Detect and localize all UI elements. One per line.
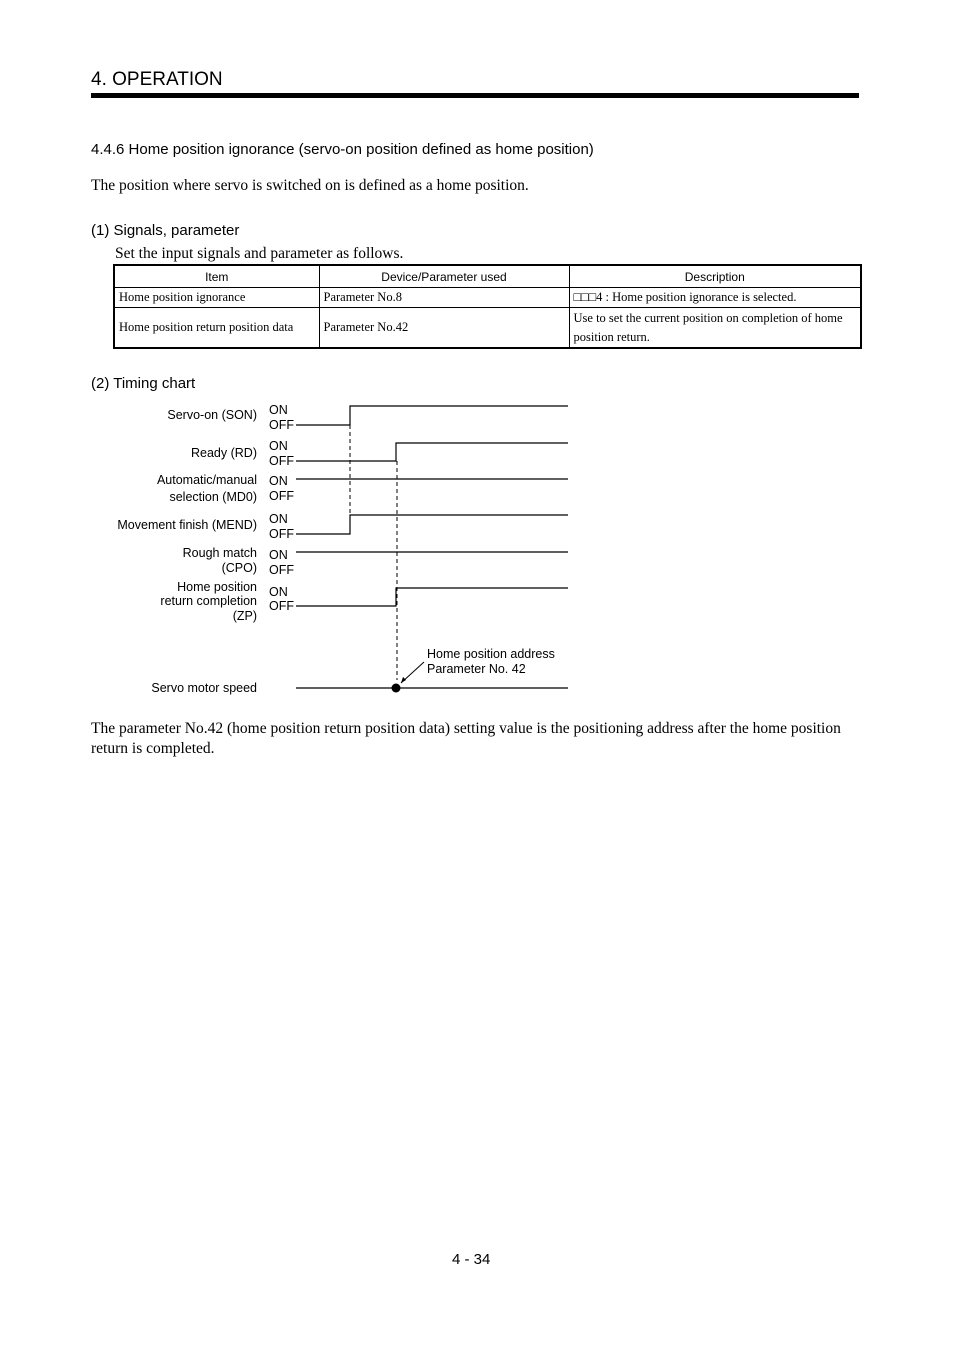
signal-label-md0-line2: selection (MD0): [169, 490, 257, 504]
conclusion-paragraph: The parameter No.42 (home position return position data) setting value is the positioning address after the home position return is completed.: [91, 720, 841, 757]
table-cell-device: Parameter No.8: [319, 288, 569, 308]
state-on-label: ON: [269, 548, 288, 562]
signal-label-zp-line1: Home position: [177, 580, 257, 594]
waveform-mend: [296, 515, 568, 534]
table-cell-description: Use to set the current position on completion of home position return.: [569, 308, 861, 349]
state-off-label: OFF: [269, 489, 294, 503]
annotation-line1: Home position address: [427, 647, 555, 661]
waveform-zp: [296, 588, 568, 606]
state-off-label: OFF: [269, 563, 294, 577]
annotation-line2: Parameter No. 42: [427, 662, 526, 676]
state-on-label: ON: [269, 403, 288, 417]
intro-paragraph: The position where servo is switched on is defined as a home position.: [91, 177, 529, 194]
table-cell-description: □□□4 : Home position ignorance is selected.: [569, 288, 861, 308]
table-cell-item: Home position return position data: [114, 308, 319, 349]
state-off-label: OFF: [269, 527, 294, 541]
signal-label-zp-line2: return completion: [160, 594, 257, 608]
waveform-son: [296, 406, 568, 425]
header-rule: [91, 93, 859, 98]
signal-label-mend: Movement finish (MEND): [117, 518, 257, 532]
signals-parameter-heading: (1) Signals, parameter: [91, 222, 240, 239]
parameter-table: [113, 264, 862, 349]
state-off-label: OFF: [269, 418, 294, 432]
timing-chart-heading: (2) Timing chart: [91, 375, 196, 392]
timing-chart: [0, 395, 954, 705]
table-cell-device: Parameter No.42: [319, 308, 569, 349]
table-row: [114, 288, 861, 308]
table-header-item: Item: [114, 265, 319, 288]
home-position-marker: [392, 684, 401, 693]
signal-label-cpo-line1: Rough match: [182, 546, 257, 560]
table-cell-item: Home position ignorance: [114, 288, 319, 308]
chapter-title: 4. OPERATION: [91, 69, 223, 90]
signal-label-rd: Ready (RD): [191, 446, 257, 460]
signal-label-zp-line3: (ZP): [232, 609, 257, 623]
section-heading: 4.4.6 Home position ignorance (servo-on position defined as home position): [91, 141, 594, 158]
state-off-label: OFF: [269, 599, 294, 613]
table-header-description: Description: [569, 265, 861, 288]
signal-label-son: Servo-on (SON): [167, 408, 257, 422]
servo-motor-speed-label: Servo motor speed: [151, 681, 257, 695]
page-number: 4 - 34: [452, 1251, 491, 1268]
annotation-arrowhead: [401, 677, 406, 683]
waveform-rd: [296, 443, 568, 461]
state-off-label: OFF: [269, 454, 294, 468]
state-on-label: ON: [269, 512, 288, 526]
state-on-label: ON: [269, 585, 288, 599]
signal-label-md0-line1: Automatic/manual: [156, 473, 257, 487]
state-on-label: ON: [269, 474, 288, 488]
signal-label-cpo-line2: (CPO): [221, 561, 257, 575]
signals-parameter-text: Set the input signals and parameter as follows.: [115, 245, 404, 262]
table-row: [114, 308, 861, 349]
table-header-device: Device/Parameter used: [319, 265, 569, 288]
state-on-label: ON: [269, 439, 288, 453]
